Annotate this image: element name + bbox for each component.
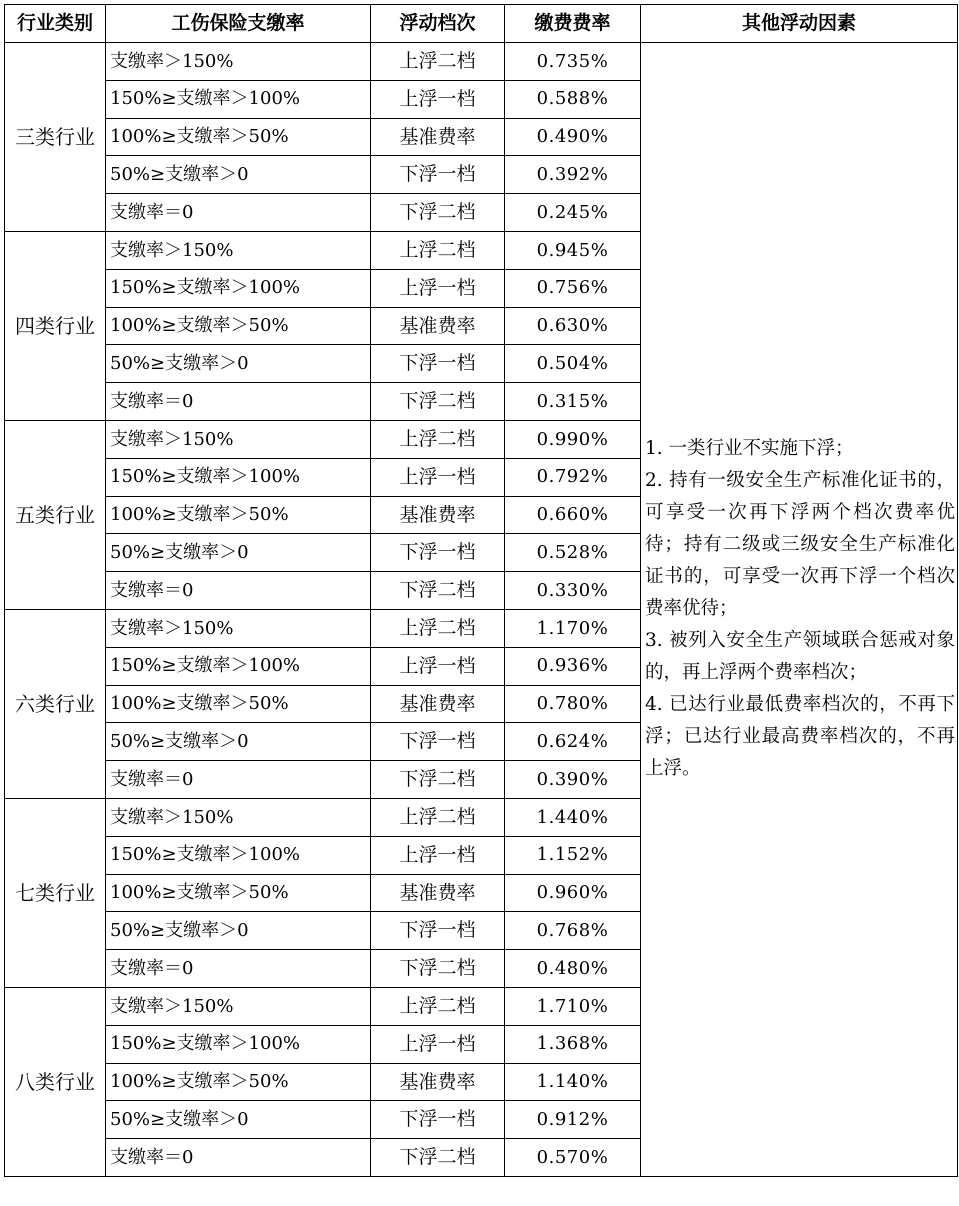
payout-ratio-cell: 支缴率＞150% [106, 420, 371, 458]
rate-cell: 0.588% [505, 80, 641, 118]
rate-cell: 0.912% [505, 1101, 641, 1139]
rate-cell: 0.780% [505, 685, 641, 723]
rate-cell: 0.945% [505, 231, 641, 269]
rate-cell: 0.490% [505, 118, 641, 156]
other-factors-cell [641, 43, 958, 1177]
tier-cell: 下浮一档 [371, 156, 505, 194]
tier-cell: 上浮二档 [371, 231, 505, 269]
header-rate: 缴费费率 [505, 5, 641, 43]
rate-cell: 0.768% [505, 912, 641, 950]
rate-cell: 1.368% [505, 1025, 641, 1063]
rate-table [4, 4, 958, 1177]
rate-cell: 0.936% [505, 647, 641, 685]
rate-cell: 0.245% [505, 194, 641, 232]
payout-ratio-cell: 支缴率＞150% [106, 798, 371, 836]
tier-cell: 上浮二档 [371, 987, 505, 1025]
header-tier: 浮动档次 [371, 5, 505, 43]
payout-ratio-cell: 50%≥支缴率＞0 [106, 723, 371, 761]
note-item: 2. 持有一级安全生产标准化证书的，可享受一次再下浮两个档次费率优待；持有二级或三级安全生产标准化证书的，可享受一次再下浮一个档次费率优待； [645, 470, 955, 620]
header-other-factors: 其他浮动因素 [641, 5, 958, 43]
payout-ratio-cell: 100%≥支缴率＞50% [106, 118, 371, 156]
payout-ratio-cell: 支缴率＝0 [106, 194, 371, 232]
payout-ratio-cell: 100%≥支缴率＞50% [106, 496, 371, 534]
tier-cell: 基准费率 [371, 1063, 505, 1101]
industry-cell: 四类行业 [5, 231, 106, 420]
tier-cell: 下浮一档 [371, 534, 505, 572]
payout-ratio-cell: 50%≥支缴率＞0 [106, 534, 371, 572]
payout-ratio-cell: 支缴率＞150% [106, 609, 371, 647]
tier-cell: 基准费率 [371, 685, 505, 723]
tier-cell: 基准费率 [371, 496, 505, 534]
tier-cell: 下浮二档 [371, 1139, 505, 1177]
payout-ratio-cell: 支缴率＝0 [106, 761, 371, 799]
payout-ratio-cell: 支缴率＞150% [106, 231, 371, 269]
header-industry: 行业类别 [5, 5, 106, 43]
tier-cell: 下浮二档 [371, 572, 505, 610]
payout-ratio-cell: 50%≥支缴率＞0 [106, 1101, 371, 1139]
payout-ratio-cell: 100%≥支缴率＞50% [106, 874, 371, 912]
payout-ratio-cell: 支缴率＝0 [106, 1139, 371, 1177]
rate-cell: 0.990% [505, 420, 641, 458]
note-item: 4. 已达行业最低费率档次的，不再下浮；已达行业最高费率档次的，不再上浮。 [645, 694, 955, 780]
rate-cell: 1.440% [505, 798, 641, 836]
note-item: 3. 被列入安全生产领域联合惩戒对象的，再上浮两个费率档次； [645, 630, 955, 684]
tier-cell: 下浮二档 [371, 383, 505, 421]
rate-cell: 1.170% [505, 609, 641, 647]
payout-ratio-cell: 150%≥支缴率＞100% [106, 80, 371, 118]
rate-cell: 0.330% [505, 572, 641, 610]
payout-ratio-cell: 150%≥支缴率＞100% [106, 836, 371, 874]
rate-cell: 1.152% [505, 836, 641, 874]
tier-cell: 上浮一档 [371, 647, 505, 685]
tier-cell: 上浮二档 [371, 420, 505, 458]
rate-cell: 0.570% [505, 1139, 641, 1177]
tier-cell: 下浮一档 [371, 345, 505, 383]
rate-cell: 0.660% [505, 496, 641, 534]
note-item: 1. 一类行业不实施下浮； [645, 438, 854, 460]
table-body [5, 43, 958, 1177]
payout-ratio-cell: 150%≥支缴率＞100% [106, 458, 371, 496]
tier-cell: 基准费率 [371, 874, 505, 912]
payout-ratio-cell: 100%≥支缴率＞50% [106, 1063, 371, 1101]
tier-cell: 下浮二档 [371, 194, 505, 232]
payout-ratio-cell: 100%≥支缴率＞50% [106, 307, 371, 345]
tier-cell: 上浮二档 [371, 43, 505, 81]
payout-ratio-cell: 支缴率＝0 [106, 383, 371, 421]
tier-cell: 基准费率 [371, 307, 505, 345]
industry-cell: 五类行业 [5, 420, 106, 609]
payout-ratio-cell: 150%≥支缴率＞100% [106, 1025, 371, 1063]
table-row [5, 43, 958, 81]
payout-ratio-cell: 支缴率＞150% [106, 43, 371, 81]
tier-cell: 上浮一档 [371, 836, 505, 874]
rate-cell: 0.504% [505, 345, 641, 383]
header-payout-ratio: 工伤保险支缴率 [106, 5, 371, 43]
rate-cell: 0.630% [505, 307, 641, 345]
tier-cell: 下浮二档 [371, 761, 505, 799]
rate-cell: 1.710% [505, 987, 641, 1025]
industry-cell: 七类行业 [5, 798, 106, 987]
payout-ratio-cell: 支缴率＞150% [106, 987, 371, 1025]
payout-ratio-cell: 50%≥支缴率＞0 [106, 912, 371, 950]
tier-cell: 下浮一档 [371, 1101, 505, 1139]
industry-cell: 八类行业 [5, 987, 106, 1176]
tier-cell: 上浮一档 [371, 80, 505, 118]
tier-cell: 下浮二档 [371, 950, 505, 988]
rate-cell: 0.315% [505, 383, 641, 421]
tier-cell: 基准费率 [371, 118, 505, 156]
tier-cell: 下浮一档 [371, 723, 505, 761]
rate-cell: 0.480% [505, 950, 641, 988]
payout-ratio-cell: 支缴率＝0 [106, 572, 371, 610]
rate-cell: 0.392% [505, 156, 641, 194]
rate-cell: 0.960% [505, 874, 641, 912]
tier-cell: 上浮一档 [371, 458, 505, 496]
rate-cell: 0.624% [505, 723, 641, 761]
rate-cell: 0.735% [505, 43, 641, 81]
payout-ratio-cell: 150%≥支缴率＞100% [106, 269, 371, 307]
rate-cell: 0.792% [505, 458, 641, 496]
industry-cell: 六类行业 [5, 609, 106, 798]
header-row [5, 5, 958, 43]
payout-ratio-cell: 150%≥支缴率＞100% [106, 647, 371, 685]
tier-cell: 上浮二档 [371, 609, 505, 647]
tier-cell: 下浮一档 [371, 912, 505, 950]
payout-ratio-cell: 支缴率＝0 [106, 950, 371, 988]
payout-ratio-cell: 50%≥支缴率＞0 [106, 345, 371, 383]
tier-cell: 上浮一档 [371, 1025, 505, 1063]
payout-ratio-cell: 100%≥支缴率＞50% [106, 685, 371, 723]
industry-cell: 三类行业 [5, 43, 106, 232]
tier-cell: 上浮一档 [371, 269, 505, 307]
rate-cell: 1.140% [505, 1063, 641, 1101]
tier-cell: 上浮二档 [371, 798, 505, 836]
rate-cell: 0.528% [505, 534, 641, 572]
rate-cell: 0.756% [505, 269, 641, 307]
payout-ratio-cell: 50%≥支缴率＞0 [106, 156, 371, 194]
rate-cell: 0.390% [505, 761, 641, 799]
